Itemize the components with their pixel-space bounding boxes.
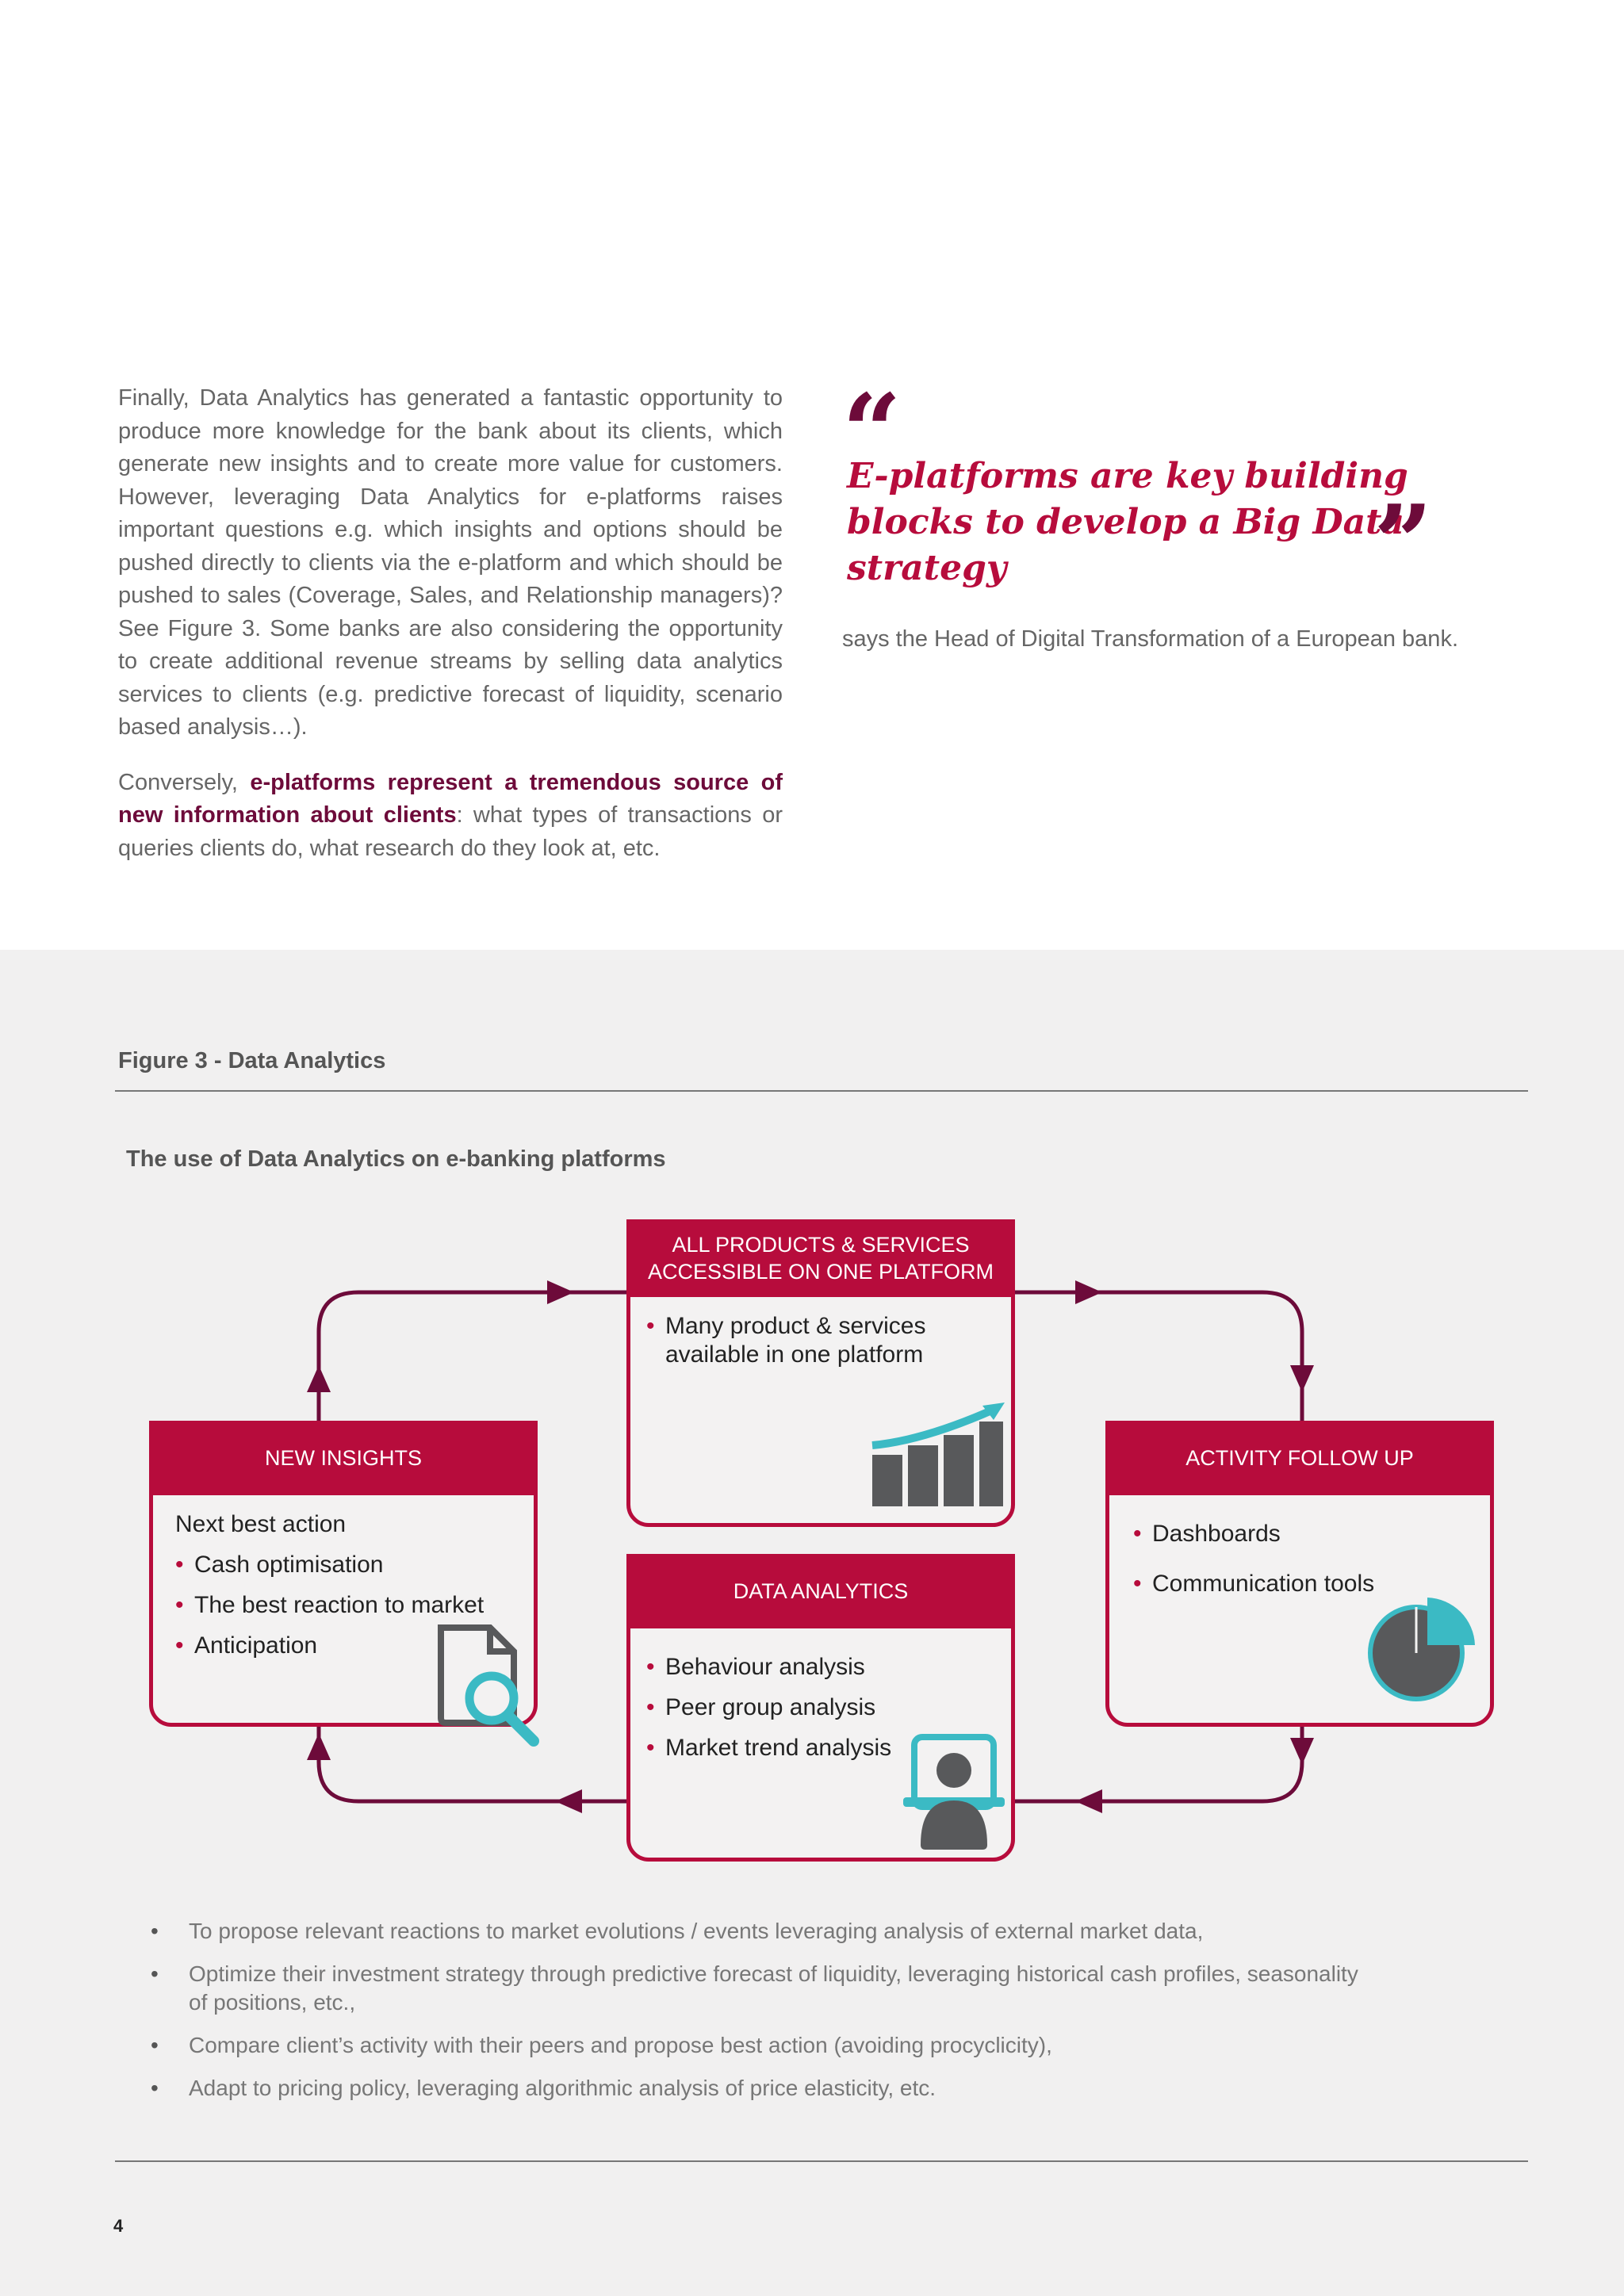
document-search-icon (435, 1623, 546, 1750)
bullet-item: • Adapt to pricing policy, leveraging algorithmic analysis of price elasticity, etc. (151, 2074, 1515, 2103)
list-item (646, 1312, 925, 1369)
figure-bullets (151, 1917, 1515, 2117)
item-line-1: Many product & services (665, 1313, 926, 1339)
list-item: • Dashboards (1133, 1513, 1374, 1554)
quote-text: E-platforms are key building blocks to develop a Big Data strategy (847, 456, 1408, 588)
arrow-head-up-left (307, 1365, 331, 1392)
list-item: • Anticipation (175, 1625, 484, 1666)
figure-subtitle: The use of Data Analytics on e-banking platforms (126, 1146, 666, 1172)
box-data-analytics (626, 1554, 1015, 1862)
arrow-path-right-top (1015, 1292, 1302, 1421)
item-line-2: available in one platform (665, 1341, 924, 1368)
arrow-head-down-right-bottom (1290, 1738, 1314, 1765)
arrow-head-left-bottom-right (1075, 1789, 1102, 1813)
list-item: • Market trend analysis (646, 1728, 891, 1768)
box-activity-follow-up-list (1133, 1513, 1374, 1604)
arrow-head-right-top-left (547, 1280, 574, 1304)
box-all-products-list (646, 1312, 925, 1369)
figure-title: Figure 3 - Data Analytics (118, 1048, 386, 1073)
intro-p2-end: : what types of transactions or queries clients do, what research do they look at, etc. (118, 802, 783, 861)
arrow-head-up-left-bottom (307, 1733, 331, 1760)
header-label: DATA ANALYTICS (733, 1579, 909, 1603)
box-activity-follow-up-header (1105, 1421, 1494, 1495)
header-label: ACTIVITY FOLLOW UP (1185, 1446, 1414, 1470)
intro-p2-highlight: e-platforms represent a tremendous source of new information about clients (118, 769, 783, 828)
close-quote-mark: ” (1373, 482, 1433, 603)
box-data-analytics-list (646, 1647, 891, 1768)
arrow-head-left-bottom-left (555, 1789, 582, 1813)
bar-chart-growth-icon (868, 1399, 1007, 1510)
open-quote-mark: “ (842, 371, 902, 492)
arrow-head-down-right (1290, 1365, 1314, 1392)
page-number: 4 (113, 2216, 124, 2236)
list-item: • Peer group analysis (646, 1687, 891, 1728)
box-all-products (626, 1219, 1015, 1527)
header-line-2: ACCESSIBLE ON ONE PLATFORM (647, 1260, 994, 1284)
list-item: • Cash optimisation (175, 1544, 484, 1585)
lead-text: Next best action (175, 1511, 347, 1537)
box-new-insights (149, 1421, 538, 1727)
pie-chart-icon (1367, 1598, 1478, 1709)
bullet-item: • Optimize their investment strategy through predictive forecast of liquidity, leveraging historical cash profiles, seasonality of positions, etc., (151, 1960, 1370, 2017)
box-new-insights-header (149, 1421, 538, 1495)
header-label: NEW INSIGHTS (264, 1446, 422, 1470)
box-activity-follow-up (1105, 1421, 1494, 1727)
bullet-item: • Compare client’s activity with their peers and propose best action (avoiding procyclicity), (151, 2031, 1515, 2060)
arrow-path-right-bottom (1015, 1727, 1302, 1801)
list-item: • The best reaction to market (175, 1585, 484, 1625)
intro-paragraph-1: Finally, Data Analytics has generated a fantastic opportunity to produce more knowledge for the bank about its clients, which generate new insights and to create more value for customers. However, leveraging Data Analytics for e-platforms raises important questions e.g. which insights and options should be pushed directly to clients via the e-platform and which should be pushed to sales (Coverage, Sales, and Relationship managers)? See Figure 3. Some banks are also considering the opportunity to create additional revenue streams by selling data analytics services to clients (e.g. predictive forecast of liquidity, scenario based analysis…). (118, 385, 783, 740)
box-all-products-header (626, 1219, 1015, 1297)
quote-attribution: says the Head of Digital Transformation of a European bank. (842, 626, 1458, 652)
arrow-path-left-top (319, 1292, 626, 1422)
header-line-1: ALL PRODUCTS & SERVICES (672, 1233, 970, 1257)
list-item: • Communication tools (1133, 1563, 1374, 1604)
intro-p2-start: Conversely, (118, 769, 251, 795)
footer-divider (115, 2160, 1528, 2162)
list-item: • Behaviour analysis (646, 1647, 891, 1687)
bullet-item: • To propose relevant reactions to market evolutions / events leveraging analysis of external market data, (151, 1917, 1515, 1946)
user-monitor-icon (900, 1734, 1011, 1853)
arrow-head-right-top-right (1075, 1280, 1102, 1304)
box-data-analytics-header (626, 1554, 1015, 1628)
